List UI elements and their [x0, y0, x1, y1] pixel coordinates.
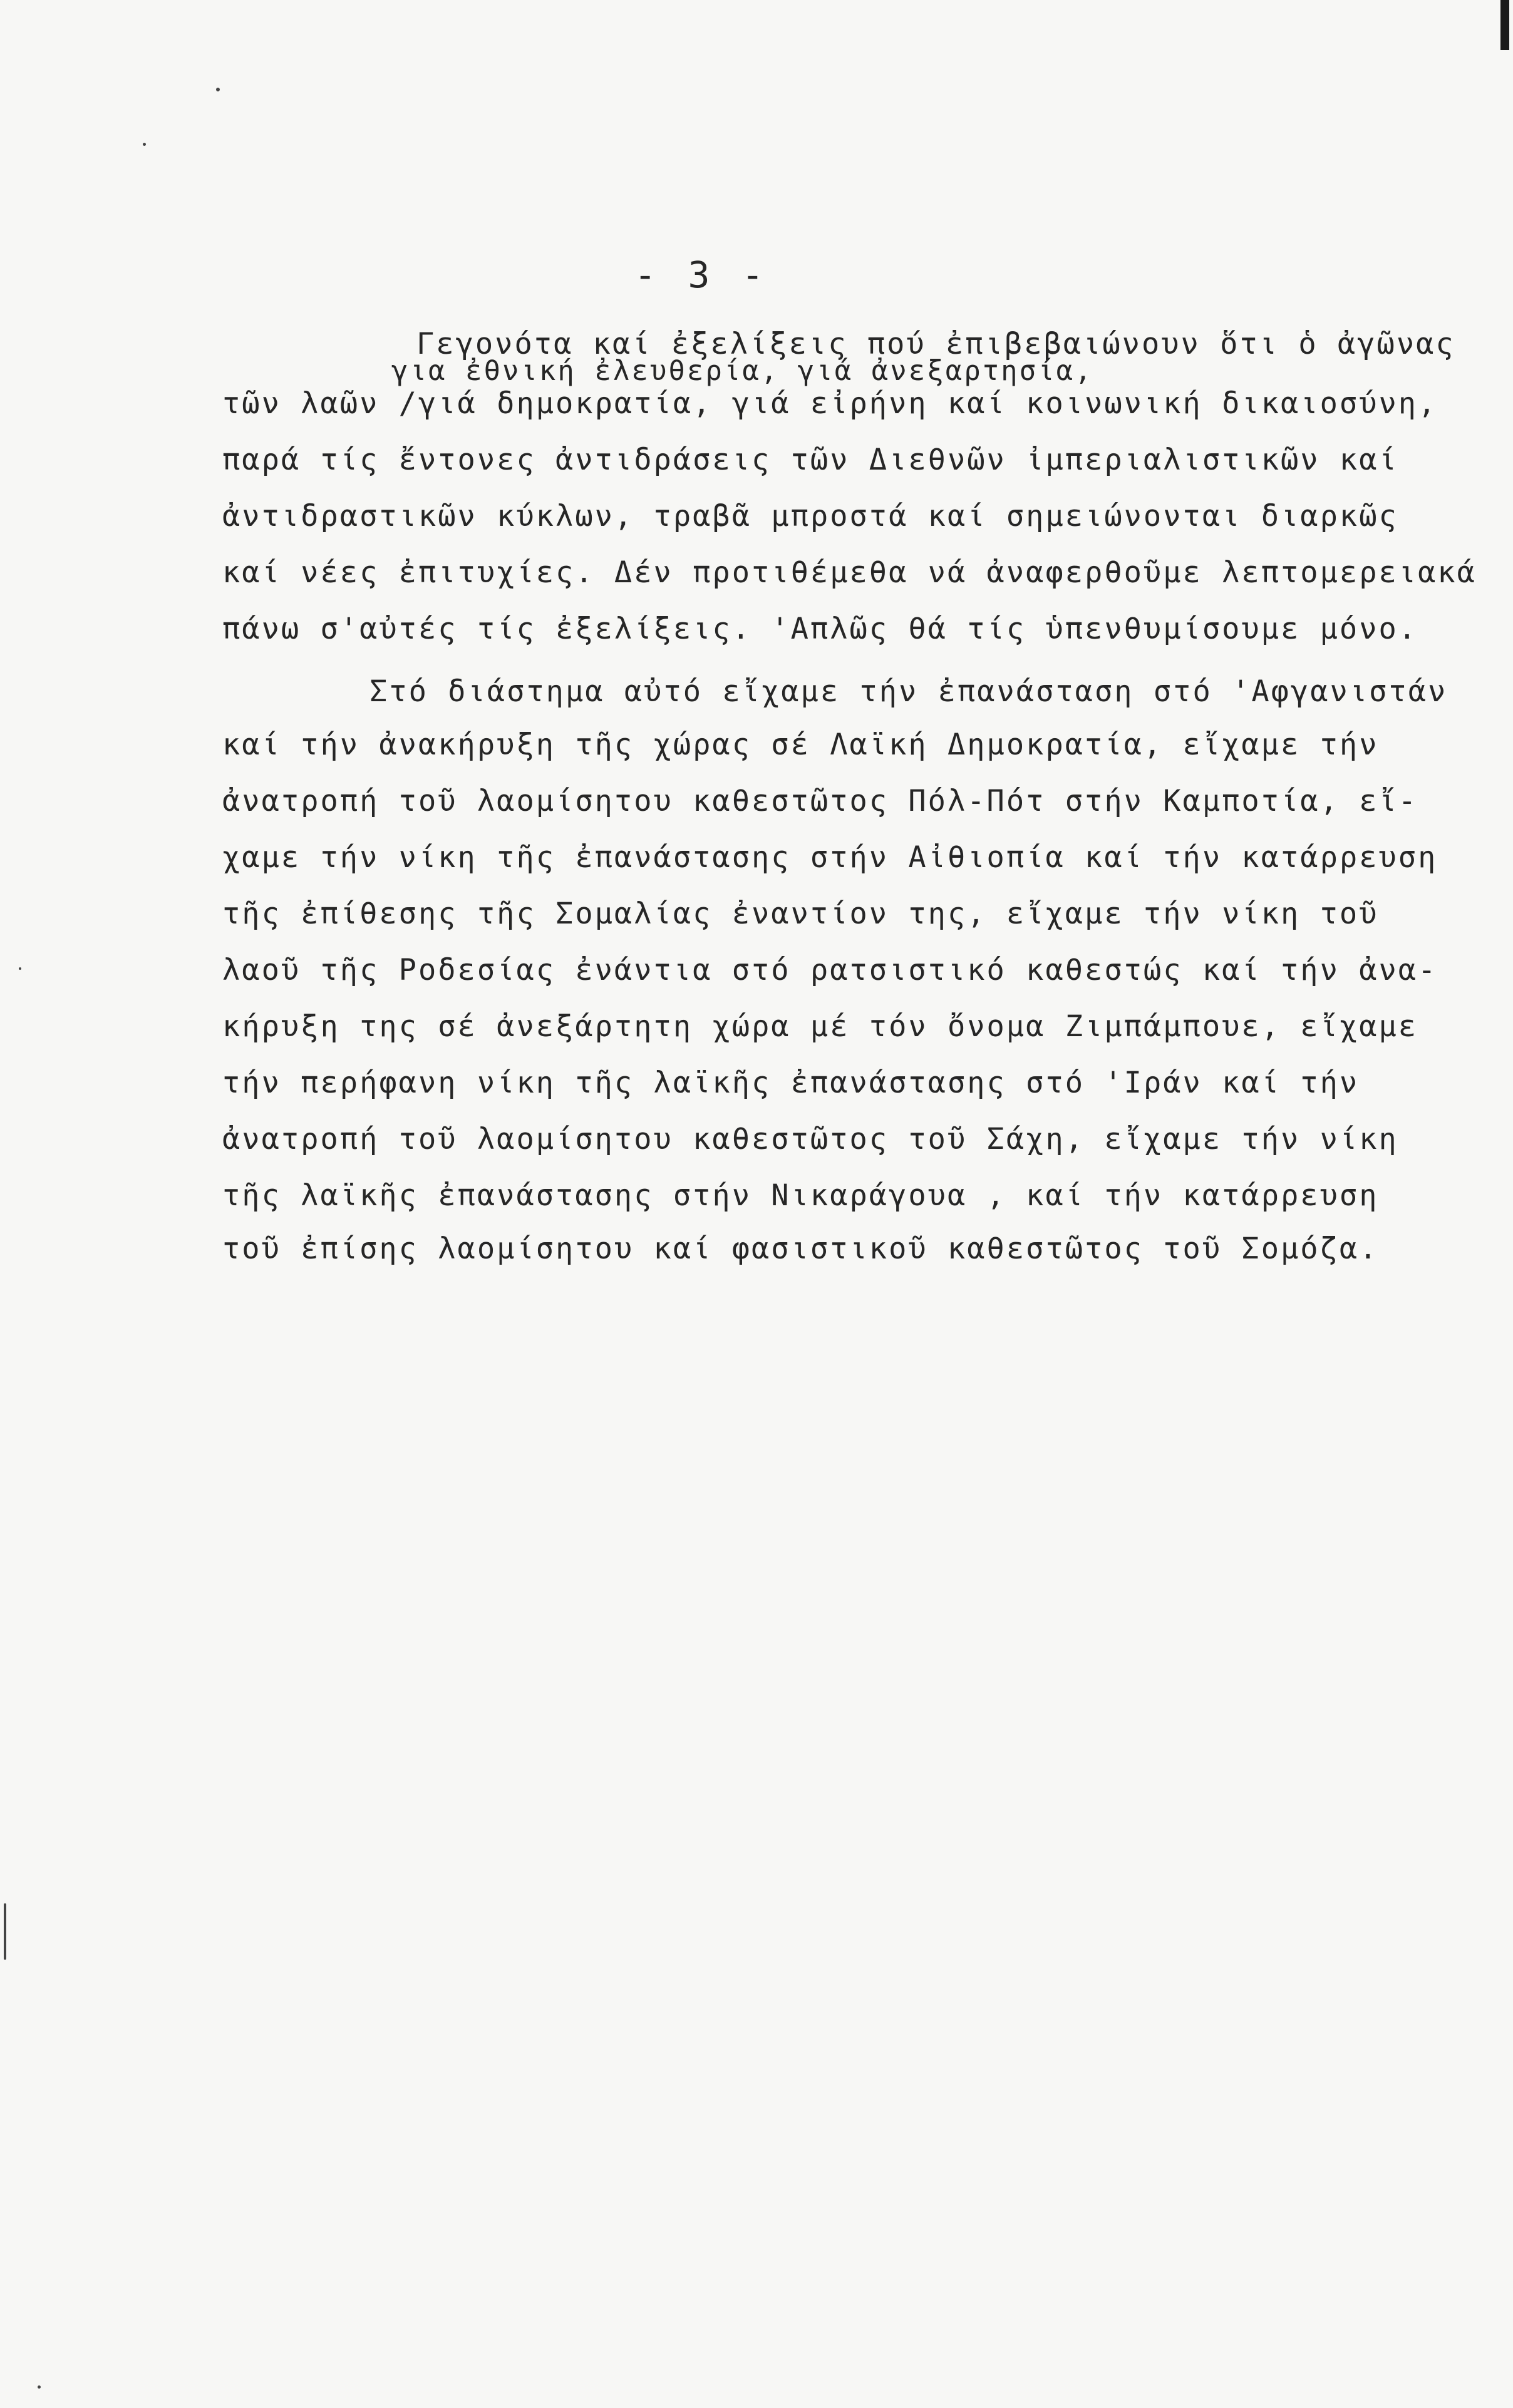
paragraph-line: τῆς λαϊκῆς ἐπανάστασης στήν Νικαράγουα , καί τήν κατάρρευση — [222, 1178, 1379, 1213]
paragraph-line: Γεγονότα καί ἐξελίξεις πού ἐπιβεβαιώνουν ὅτι ὁ ἀγῶνας — [416, 327, 1455, 361]
paragraph-line: καί τήν ἀνακήρυξη τῆς χώρας σέ Λαϊκή Δημοκρατία, εἴχαμε τήν — [222, 728, 1379, 762]
page-number: - 3 - — [634, 254, 769, 296]
paragraph-line: Στό διάστημα αὐτό εἴχαμε τήν ἐπανάσταση στό 'Αφγανιστάν — [369, 674, 1448, 709]
paragraph-line: ἀνατροπή τοῦ λαομίσητου καθεστῶτος Πόλ-Πότ στήν Καμποτία, εἴ- — [222, 784, 1418, 818]
scan-speck — [216, 88, 220, 91]
paragraph-line: τῆς ἐπίθεσης τῆς Σομαλίας ἐναντίον της, εἴχαμε τήν νίκη τοῦ — [222, 897, 1379, 931]
scan-edge-mark — [1500, 0, 1509, 50]
paragraph-line: ἀντιδραστικῶν κύκλων, τραβᾶ μπροστά καί σημειώνονται διαρκῶς — [222, 499, 1398, 533]
scan-speck — [38, 2385, 41, 2389]
interlinear-insert: για ἐθνική ἐλευθερία, γιά ἀνεξαρτησία, — [391, 355, 1093, 387]
paragraph-line: πάνω σ'αὐτές τίς ἐξελίξεις. 'Απλῶς θά τίς ὑπενθυμίσουμε μόνο. — [222, 612, 1418, 646]
paragraph-line: κήρυξη της σέ ἀνεξάρτητη χώρα μέ τόν ὄνομα Ζιμπάμπουε, εἴχαμε — [222, 1009, 1418, 1044]
paragraph-line: τῶν λαῶν /γιά δημοκρατία, γιά εἰρήνη καί κοινωνική δικαιοσύνη, — [222, 386, 1438, 421]
paragraph-line: ἀνατροπή τοῦ λαομίσητου καθεστῶτος τοῦ Σάχη, εἴχαμε τήν νίκη — [222, 1122, 1398, 1156]
scan-speck — [4, 1903, 6, 1960]
paragraph-line: καί νέες ἐπιτυχίες. Δέν προτιθέμεθα νά ἀναφερθοῦμε λεπτομερειακά — [222, 555, 1477, 590]
paragraph-line: τοῦ ἐπίσης λαομίσητου καί φασιστικοῦ καθεστῶτος τοῦ Σομόζα. — [222, 1232, 1379, 1266]
scan-speck — [143, 143, 146, 146]
scan-speck — [19, 967, 21, 970]
paragraph-line: τήν περήφανη νίκη τῆς λαϊκῆς ἐπανάστασης στό 'Ιράν καί τήν — [222, 1066, 1360, 1100]
paragraph-line: χαμε τήν νίκη τῆς ἐπανάστασης στήν Αἰθιοπία καί τήν κατάρρευση — [222, 840, 1438, 875]
paragraph-line: λαοῦ τῆς Ροδεσίας ἐνάντια στό ρατσιστικό καθεστώς καί τήν ἀνα- — [222, 953, 1438, 987]
paragraph-line: παρά τίς ἔντονες ἀντιδράσεις τῶν Διεθνῶν ἰμπεριαλιστικῶν καί — [222, 443, 1398, 477]
